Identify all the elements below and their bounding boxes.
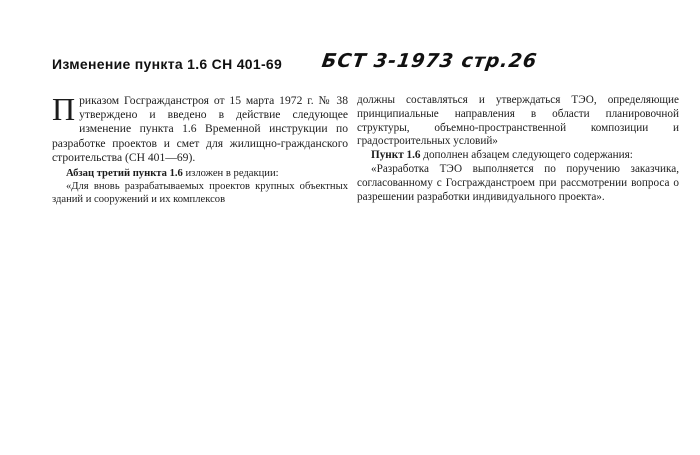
right-quote-text: «Разработка ТЭО выполняется по поручению заказчика, согласованному с Госгражданстроем при рассмотрении вопроса о разрешении разработки индивидуального проекта». [357, 162, 679, 203]
handwritten-note: БСТ 3-1973 стр.26 [320, 50, 539, 72]
right-quote-paragraph [357, 163, 679, 204]
left-quote-paragraph [52, 180, 348, 206]
right-subhead-paragraph [357, 149, 679, 163]
continuation-text: должны составляться и утверждаться ТЭО, определяющие принципиальные направления в области планировочной структуры, объемно-пространственной композиции и градостроительных условий» [357, 94, 679, 148]
page-header [52, 52, 652, 82]
left-quote-text: «Для вновь разрабатываемых проектов крупных объектных зданий и сооружений и их комплексов [52, 181, 348, 206]
drop-cap: П [52, 91, 76, 127]
right-subhead-rest: дополнен абзацем следующего содержания: [423, 149, 633, 162]
left-subhead-rest: изложен в редакции: [185, 168, 279, 180]
intro-paragraph [52, 91, 348, 165]
left-subhead-label: Абзац третий пункта 1.6 [66, 168, 183, 180]
page-title: Изменение пункта 1.6 СН 401-69 [52, 56, 283, 72]
left-subhead-paragraph [52, 167, 348, 180]
continuation-paragraph [357, 94, 679, 149]
intro-text: риказом Госгражданстроя от 15 марта 1972 г. № 38 утверждено и введено в действие следующее изменение пункта 1.6 Временной инструкции по разработке проектов и смет для жилищно-гражданского строительства (СН 401—69). [52, 94, 348, 164]
right-column [357, 94, 679, 204]
right-subhead-label: Пункт 1.6 [371, 149, 421, 162]
left-column [52, 91, 348, 206]
